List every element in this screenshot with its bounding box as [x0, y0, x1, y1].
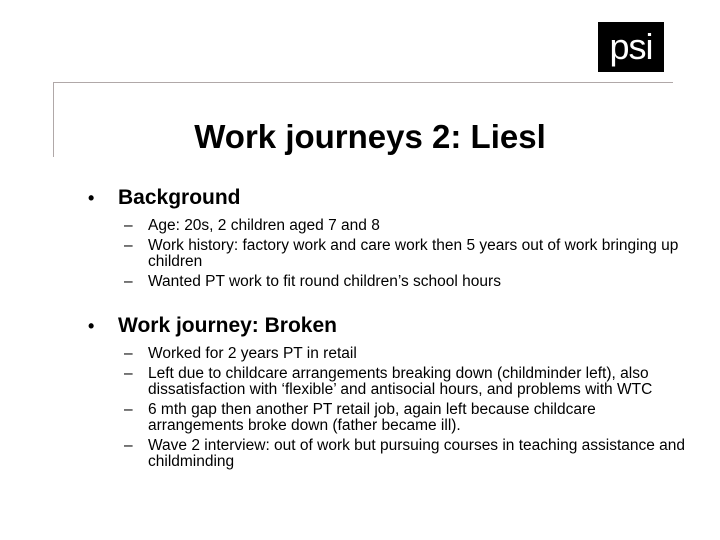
section-heading — [88, 314, 688, 338]
bullet-icon: • — [88, 316, 95, 336]
slide-title: Work journeys 2: Liesl — [194, 118, 546, 155]
sub-list — [88, 346, 688, 470]
list-item-text: Work history: factory work and care work then 5 years out of work bringing up children — [148, 237, 679, 270]
list-item-text: Age: 20s, 2 children aged 7 and 8 — [148, 217, 380, 234]
list-item-text: Left due to childcare arrangements breaking down (childminder left), also dissatisfaction with ‘flexible’ and antisocial hours, and problems with WTC — [148, 365, 653, 398]
section-heading-label: Background — [118, 186, 241, 209]
psi-logo: psi — [598, 22, 664, 72]
dash-icon: – — [124, 345, 133, 362]
section-heading-label: Work journey: Broken — [118, 314, 337, 337]
list-item — [124, 366, 688, 398]
dash-icon: – — [124, 365, 133, 382]
header-divider — [53, 82, 673, 83]
dash-icon: – — [124, 237, 133, 254]
list-item — [124, 346, 688, 362]
list-item-text: Worked for 2 years PT in retail — [148, 345, 357, 362]
list-item — [124, 274, 688, 290]
bullet-icon: • — [88, 188, 95, 208]
list-item — [124, 402, 688, 434]
section-background — [88, 186, 688, 294]
section-work-journey — [88, 314, 688, 474]
list-item-text: Wave 2 interview: out of work but pursuing courses in teaching assistance and childminding — [148, 437, 686, 470]
list-item — [124, 218, 688, 234]
list-item-text: Wanted PT work to fit round children’s school hours — [148, 273, 501, 290]
list-item-text: 6 mth gap then another PT retail job, again left because childcare arrangements broke down (father became ill). — [148, 401, 596, 434]
list-item — [124, 238, 688, 270]
dash-icon: – — [124, 273, 133, 290]
list-item — [124, 438, 688, 470]
section-heading — [88, 186, 688, 210]
dash-icon: – — [124, 401, 133, 418]
dash-icon: – — [124, 437, 133, 454]
dash-icon: – — [124, 217, 133, 234]
sub-list — [88, 218, 688, 290]
